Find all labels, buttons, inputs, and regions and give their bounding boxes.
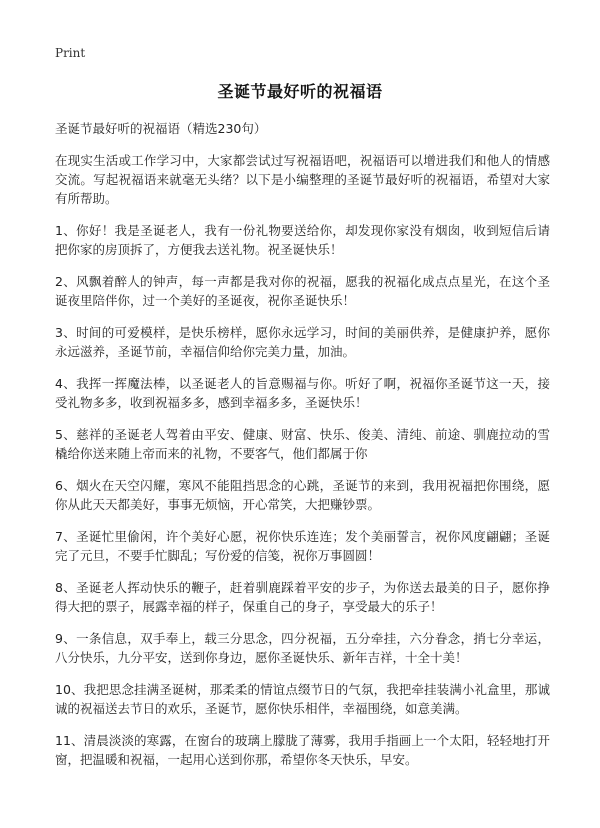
intro-paragraph: 在现实生活或工作学习中，大家都尝试过写祝福语吧，祝福语可以增进我们和他人的情感交流。写起祝福语来就毫无头绪？以下是小编整理的圣诞节最好听的祝福语，希望对大家有所帮助。 (55, 153, 550, 206)
greeting-item-6: 6、烟火在天空闪耀，寒风不能阻挡思念的心跳，圣诞节的来到，我用祝福把你围绕，愿你从此天天都美好，事事无烦恼，开心常笑，大把赚钞票。 (55, 478, 550, 512)
greeting-item-4: 4、我挥一挥魔法棒，以圣诞老人的旨意赐福与你。听好了啊，祝福你圣诞节这一天，接受礼物多多，收到祝福多多，感到幸福多多，圣诞快乐！ (55, 376, 550, 410)
greeting-item-5: 5、慈祥的圣诞老人驾着由平安、健康、财富、快乐、俊美、清纯、前途、驯鹿拉动的雪橇给你送来随上帝而来的礼物，不要客气，他们都属于你 (55, 427, 550, 461)
article-body (55, 119, 550, 782)
greeting-item-8: 8、圣诞老人挥动快乐的鞭子，赶着驯鹿踩着平安的步子，为你送去最美的日子，愿你挣得大把的票子，展露幸福的样子，保重自己的身子，享受最大的乐子！ (55, 580, 550, 614)
page-title: 圣诞节最好听的祝福语 (217, 82, 383, 101)
greeting-item-7: 7、圣诞忙里偷闲，许个美好心愿，祝你快乐连连；发个美丽誓言，祝你风度翩翩；圣诞完了元旦，不要手忙脚乱；写份爱的信笺，祝你万事圆圆！ (55, 529, 550, 563)
greeting-item-11: 11、清晨淡淡的寒露，在窗台的玻璃上朦胧了薄雾，我用手指画上一个太阳，轻轻地打开窗，把温暖和祝福，一起用心送到你那，希望你冬天快乐，早安。 (55, 733, 550, 767)
article-subtitle: 圣诞节最好听的祝福语（精选230句） (55, 121, 267, 136)
greeting-item-3: 3、时间的可爱模样，是快乐榜样，愿你永远学习，时间的美丽供养，是健康护养，愿你永远滋养，圣诞节前，幸福信仰给你完美力量，加油。 (55, 325, 550, 359)
greeting-item-10: 10、我把思念挂满圣诞树，那柔柔的情谊点缀节日的气氛，我把牵挂装满小礼盒里，那诚诚的祝福送去节日的欢乐，圣诞节，愿你快乐相伴，幸福围绕，如意美满。 (55, 682, 550, 716)
greeting-item-1: 1、你好！我是圣诞老人，我有一份礼物要送给你，却发现你家没有烟囱，收到短信后请把你家的房顶拆了，方便我去送礼物。祝圣诞快乐！ (55, 223, 550, 257)
print-link[interactable]: Print (55, 46, 86, 60)
greeting-item-2: 2、风飘着醉人的钟声，每一声都是我对你的祝福，愿我的祝福化成点点星光，在这个圣诞夜里陪伴你，过一个美好的圣诞夜，祝你圣诞快乐！ (55, 274, 550, 308)
greeting-item-9: 9、一条信息，双手奉上，载三分思念，四分祝福，五分牵挂，六分眷念，捎七分幸运，八分快乐，九分平安，送到你身边，愿你圣诞快乐、新年吉祥，十全十美！ (55, 631, 550, 665)
